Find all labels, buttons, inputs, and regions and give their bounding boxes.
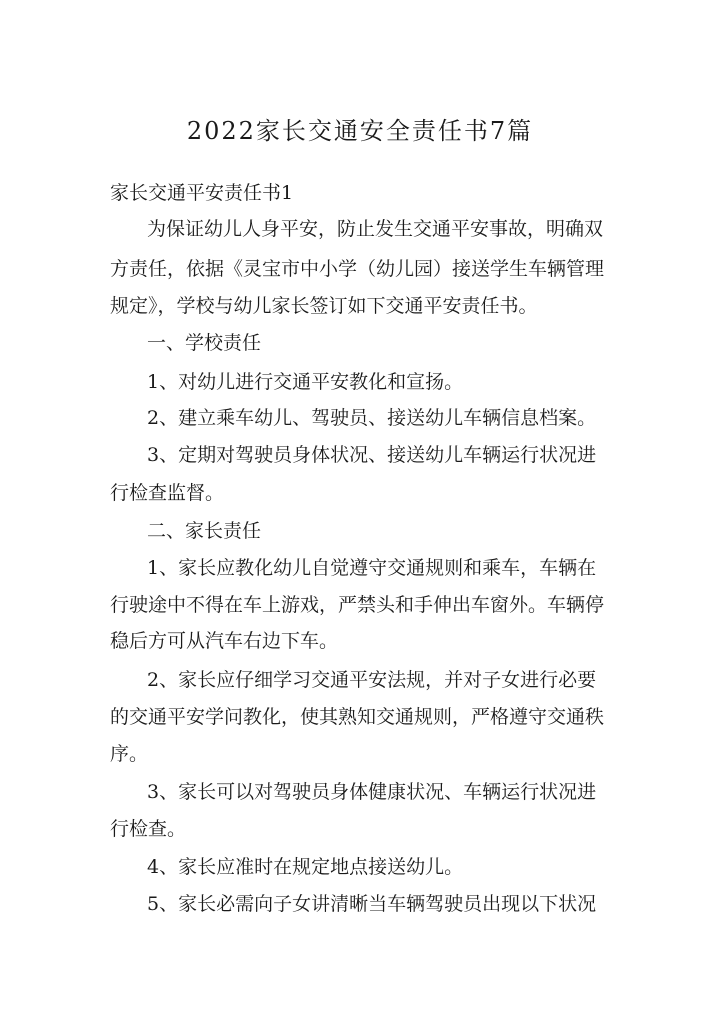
paragraph-line: 稳后方可从汽车右边下车。 xyxy=(110,630,339,652)
paragraph-line: 1、对幼儿进行交通平安教化和宣扬。 xyxy=(147,371,464,393)
section-subtitle: 家长交通平安责任书1 xyxy=(110,182,294,204)
section-heading: 一、学校责任 xyxy=(147,332,262,354)
paragraph-line: 3、定期对驾驶员身体状况、接送幼儿车辆运行状况进 xyxy=(147,444,597,466)
paragraph-line: 1、家长应教化幼儿自觉遵守交通规则和乘车，车辆在 xyxy=(147,557,597,579)
section-heading: 二、家长责任 xyxy=(147,520,262,542)
paragraph-line: 规定》，学校与幼儿家长签订如下交通平安责任书。 xyxy=(110,295,538,317)
paragraph-line: 行驶途中不得在车上游戏，严禁头和手伸出车窗外。车辆停 xyxy=(110,594,605,616)
paragraph-line: 方责任，依据《灵宝市中小学（幼儿园）接送学生车辆管理 xyxy=(110,258,605,280)
paragraph-line: 5、家长必需向子女讲清晰当车辆驾驶员出现以下状况 xyxy=(147,893,597,915)
paragraph-line: 的交通平安学问教化，使其熟知交通规则，严格遵守交通秩 xyxy=(110,706,605,728)
paragraph-line: 3、家长可以对驾驶员身体健康状况、车辆运行状况进 xyxy=(147,781,597,803)
paragraph-line: 2、家长应仔细学习交通平安法规，并对子女进行必要 xyxy=(147,669,597,691)
document-title: 2022家长交通安全责任书7篇 xyxy=(186,117,534,145)
paragraph-line: 为保证幼儿人身平安，防止发生交通平安事故，明确双 xyxy=(147,218,604,240)
paragraph-line: 行检查监督。 xyxy=(110,482,225,504)
paragraph-line: 2、建立乘车幼儿、驾驶员、接送幼儿车辆信息档案。 xyxy=(147,407,597,429)
paragraph-line: 行检查。 xyxy=(110,818,187,840)
paragraph-line: 序。 xyxy=(110,743,149,765)
paragraph-line: 4、家长应准时在规定地点接送幼儿。 xyxy=(147,856,464,878)
